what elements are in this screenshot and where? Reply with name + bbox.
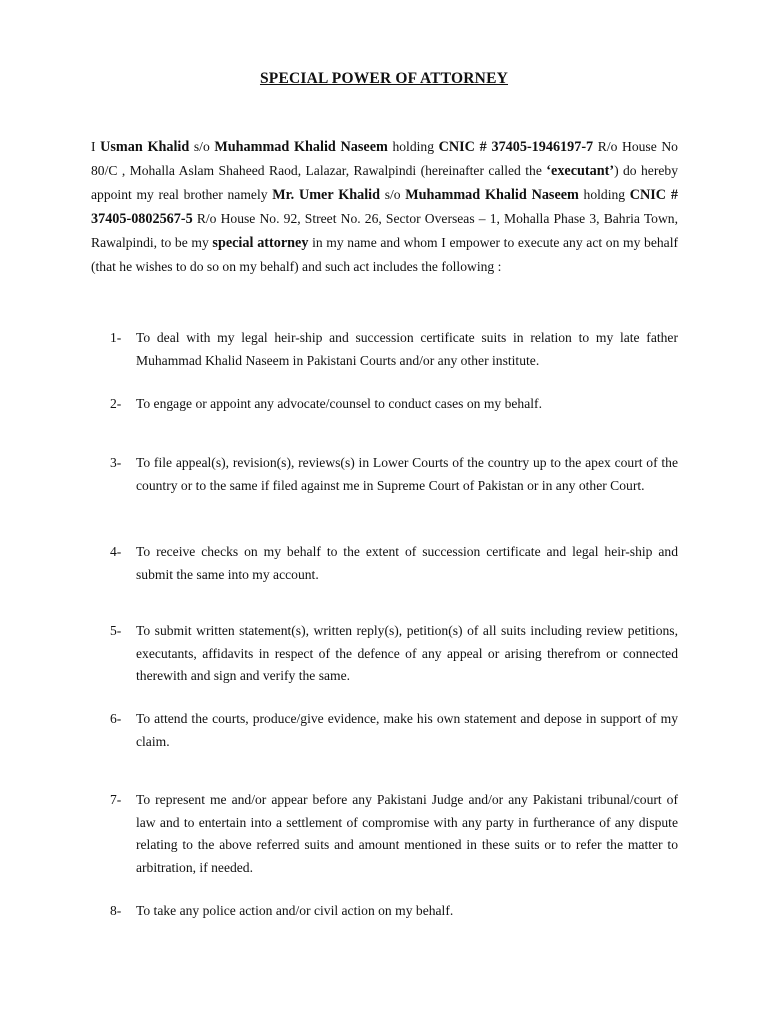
intro-text: R/o House No 80/C , Mohalla Aslam Shaheed Raod, Lalazar, Rawalpindi (hereinafter called the: [91, 139, 678, 178]
intro-bold-text: Mr. Umer Khalid: [272, 187, 381, 203]
clause-number: 5-: [110, 623, 122, 638]
clause-item: [110, 900, 678, 923]
document-title: SPECIAL POWER OF ATTORNEY: [259, 70, 509, 87]
clause-item: [110, 393, 678, 416]
clause-text: To submit written statement(s), written reply(s), petition(s) of all suits including review petitions, executants, affidavits in respect of the defence of any appeal or arising therefrom or connected therewith and sign and verify the same.: [136, 623, 678, 683]
clause-item: [110, 452, 678, 497]
clause-text: To receive checks on my behalf to the extent of succession certificate and legal heir-ship and submit the same into my account.: [136, 544, 678, 582]
clause-text: To take any police action and/or civil action on my behalf.: [136, 903, 454, 918]
clause-text: To represent me and/or appear before any Pakistani Judge and/or any Pakistani tribunal/court of law and to entertain into a settlement of compromise with any party in furtherance of any dispute relating to the above referred suits and amount mentioned in these suits or to refer the matter to arbitration, if needed.: [136, 792, 678, 875]
clause-text: To file appeal(s), revision(s), reviews(s) in Lower Courts of the country up to the apex court of the country or to the same if filed against me in Supreme Court of Pakistan or in any other Court.: [136, 455, 678, 493]
intro-text: in my name and whom I empower to execute any act on my behalf (that he wishes to do so on my behalf) and such act includes the following :: [91, 235, 678, 274]
clause-item: [110, 541, 678, 586]
intro-text: R/o House No. 92, Street No. 26, Sector Overseas – 1, Mohalla Phase 3, Bahria Town, Rawalpindi, to be my: [91, 211, 678, 250]
intro-bold-text: Muhammad Khalid Naseem: [214, 139, 388, 155]
clause-item: [110, 708, 678, 753]
clause-item: [110, 620, 678, 688]
intro-bold-text: ‘executant’: [546, 163, 615, 179]
intro-bold-text: Muhammad Khalid Naseem: [405, 187, 579, 203]
clause-text: To deal with my legal heir-ship and succession certificate suits in relation to my late father Muhammad Khalid Naseem in Pakistani Courts and/or any other institute.: [136, 330, 678, 368]
clause-number: 2-: [110, 396, 122, 411]
intro-bold-text: CNIC # 37405-1946197-7: [438, 139, 594, 155]
clause-item: [110, 327, 678, 372]
intro-bold-text: CNIC # 37405-0802567-5: [91, 187, 678, 227]
clause-number: 1-: [110, 330, 122, 345]
clause-number: 7-: [110, 792, 122, 807]
intro-text: I: [91, 139, 101, 154]
clause-number: 8-: [110, 903, 122, 918]
clause-text: To attend the courts, produce/give evidence, make his own statement and depose in support of my claim.: [136, 711, 678, 749]
clause-text: To engage or appoint any advocate/counsel to conduct cases on my behalf.: [136, 396, 542, 411]
intro-text: holding: [387, 139, 439, 154]
intro-bold-text: special attorney: [212, 235, 309, 251]
intro-text: s/o: [380, 187, 406, 202]
clause-number: 6-: [110, 711, 122, 726]
intro-text: holding: [578, 187, 630, 202]
intro-bold-text: Usman Khalid: [100, 139, 190, 155]
intro-text: s/o: [189, 139, 215, 154]
clause-number: 3-: [110, 455, 122, 470]
intro-text: ) do hereby appoint my real brother namely: [91, 163, 678, 202]
clause-item: [110, 789, 678, 879]
clause-number: 4-: [110, 544, 122, 559]
